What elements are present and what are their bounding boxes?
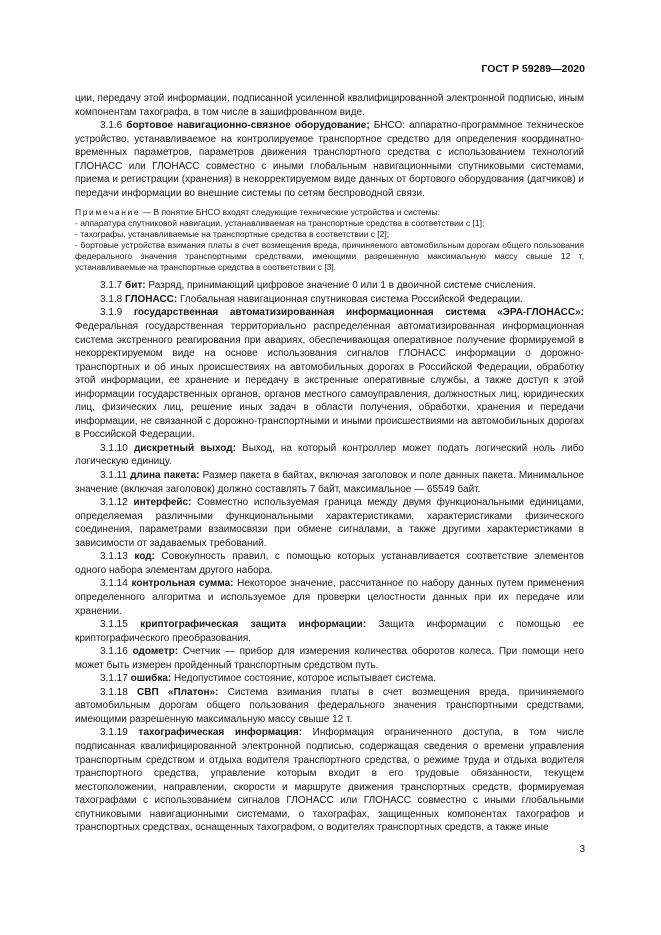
term-number: 3.1.18 — [100, 686, 128, 698]
term-title: СВП «Платон»: — [137, 686, 219, 698]
term-title: государственная автоматизированная информационная система «ЭРА-ГЛОНАСС»: — [133, 307, 584, 319]
term-number: 3.1.14 — [100, 578, 128, 590]
term-number: 3.1.6 — [100, 120, 123, 132]
note-label: Примечание — [75, 207, 141, 218]
term-3-1-11 — [75, 469, 584, 496]
term-title: тахографическая информация: — [138, 727, 303, 739]
document-body — [75, 92, 584, 835]
term-title: дискретный выход: — [133, 442, 236, 454]
term-number: 3.1.16 — [100, 646, 128, 658]
term-number: 3.1.17 — [100, 673, 128, 685]
term-number: 3.1.12 — [100, 497, 128, 509]
term-title: ошибка: — [130, 673, 172, 685]
term-number: 3.1.11 — [100, 470, 128, 482]
term-number: 3.1.9 — [100, 307, 123, 319]
term-definition: БНСО: аппаратно-программное техническое устройство, устанавливаемое на контролируемое транспортное средство для определения координатно-временных параметров, параметров движения транспортного средства с использованием технологий ГЛОНАСС или ГЛОНАСС совместно с иными глобальным навигационными спутниковыми системами, приема и регистрации (хранения) в некорректируемом виде данных от бортового оборудования (датчиков) и передачи информации во внешние системы по сетям беспроводной связи. — [75, 120, 584, 199]
page-number: 3 — [579, 844, 585, 855]
term-3-1-17 — [75, 672, 584, 686]
term-definition: Выход, на который контроллер может подать логический ноль либо логическую единицу. — [75, 442, 584, 468]
term-3-1-16 — [75, 645, 584, 672]
term-title: контрольная сумма: — [131, 578, 234, 590]
term-definition: Размер пакета в байтах, включая заголовок и поле данных пакета. Минимальное значение (включая заголовок) должно составлять 7 байт, максимальное — 65549 байт. — [75, 470, 584, 495]
term-definition: Счетчик — прибор для измерения количества оборотов колеса. При помощи него может быть измерен пройденный транспортным средством путь. — [75, 646, 584, 671]
intro-continuation: ции, передачу этой информации, подписанной усиленной квалифицированной электронной подписью, иным компонентам тахографа, в том числе в зашифрованном виде. — [75, 93, 584, 118]
term-definition: Недопустимое состояние, которое испытывает система. — [171, 673, 437, 685]
note-line: - тахографы, устанавливаемые на транспортные средства в соответствии с [2]; — [75, 229, 390, 240]
term-3-1-7 — [75, 279, 584, 293]
term-definition: Федеральная государственная территориально распределенная автоматизированная информационная система экстренного реагирования при авариях, обеспечивающая оперативное получение формируемой в некорректируемом виде на основе использования сигналов ГЛОНАСС информации о дорожно-транспортных и об иных происшествиях на автомобильных дорогах в Российской Федерации, обработку этой информации, ее хранение и передачу в экстренные оперативные службы, а также доступ к этой информации государственных органов, органов местного самоуправления, должностных лиц, юридических лиц, физических лиц, решение иных задач в области получения, обработки, хранения и передачи информации, не связанной с дорожно-транспортными и иными происшествиями на автомобильных дорогах в Российской Федерации. — [75, 321, 584, 441]
note-line: - аппаратура спутниковой навигации, устанавливаемая на транспортные средства в соответствии с [1]; — [75, 218, 485, 229]
term-title: ГЛОНАСС: — [125, 293, 178, 305]
note-intro-text: — В понятие БНСО входят следующие технические устройства и системы: — [140, 207, 440, 218]
term-3-1-13 — [75, 550, 584, 577]
term-3-1-15 — [75, 618, 584, 645]
term-3-1-9 — [75, 306, 584, 441]
term-definition: Система взимания платы в счет возмещения вреда, причиняемого автомобильным дорогам общего пользования федерального значения транспортными средствами, имеющими разрешенную максимальную массу свыше 12 т. — [75, 686, 584, 725]
term-definition: Защита информации с помощью ее криптографического преобразования. — [75, 619, 585, 644]
term-title: код: — [134, 551, 155, 563]
term-definition: Информация ограниченного доступа, в том числе подписанная квалифицированной электронной подписью, содержащая сведения о времени управления транспортным средством и отдыха водителя транспортного средства, о режиме труда и отдыха водителя транспортного средства, управление которым входит в его трудовые обязанности, текущем местоположении, направлении, скорости и маршруте движения транспортных средств, формируемая тахографами с использованием сигналов ГЛОНАСС или ГЛОНАСС совместно с иными глобальными спутниковыми навигационными системами, о тахографах, защищенных компонентах тахографов и транспортных средствах, оснащенных тахографом, о водителях транспортных средств, а также иные — [75, 727, 584, 834]
note-block — [75, 207, 584, 273]
term-definition: Совместно используемая граница между двумя функциональными единицами, определяемая различными функциональными характеристиками, характеристиками физического соединения, параметрами взаимосвязи при обмене сигналами, а также другими характеристиками в зависимости от задаваемых требований. — [75, 497, 584, 549]
term-3-1-8 — [75, 293, 584, 307]
standard-header: ГОСТ Р 59289—2020 — [481, 63, 585, 75]
term-3-1-19 — [75, 726, 584, 834]
term-title: интерфейс: — [133, 497, 192, 509]
term-title: бортовое навигационно-связное оборудование; — [126, 120, 370, 132]
term-3-1-10 — [75, 442, 584, 469]
term-title: бит: — [125, 280, 146, 292]
term-title: одометр: — [132, 646, 179, 658]
term-3-1-18 — [75, 686, 584, 727]
term-definition: Разряд, принимающий цифровое значение 0 или 1 в двоичной системе счисления. — [145, 280, 536, 292]
term-number: 3.1.13 — [100, 551, 128, 563]
term-number: 3.1.19 — [100, 727, 128, 739]
term-3-1-14 — [75, 577, 584, 618]
term-title: криптографическая защита информации: — [140, 619, 367, 631]
term-definition: Некоторое значение, рассчитанное по набору данных путем применения определенного алгоритма и используемое для проверки целостности данных при их передаче или хранении. — [75, 578, 584, 617]
note-line: - бортовые устройства взимания платы в счет возмещения вреда, причиняемого автомобильным дорогам общего пользования федерального значения транспортными средствами, имеющими разрешенную максимальную массу свыше 12 т, устанавливаемые на транспортные средства в соответствии с [3]. — [75, 240, 584, 273]
term-number: 3.1.15 — [100, 619, 128, 631]
note-intro — [75, 207, 584, 218]
term-number: 3.1.7 — [100, 280, 123, 292]
term-3-1-12 — [75, 496, 584, 550]
term-title: длина пакета: — [130, 470, 200, 482]
term-definition: Совокупность правил, с помощью которых устанавливается соответствие элементов одного набора элементам другого набора. — [75, 551, 584, 576]
term-number: 3.1.8 — [100, 293, 123, 305]
term-number: 3.1.10 — [100, 442, 128, 454]
term-definition: Глобальная навигационная спутниковая система Российской Федерации. — [177, 293, 523, 305]
term-3-1-6 — [75, 119, 584, 200]
